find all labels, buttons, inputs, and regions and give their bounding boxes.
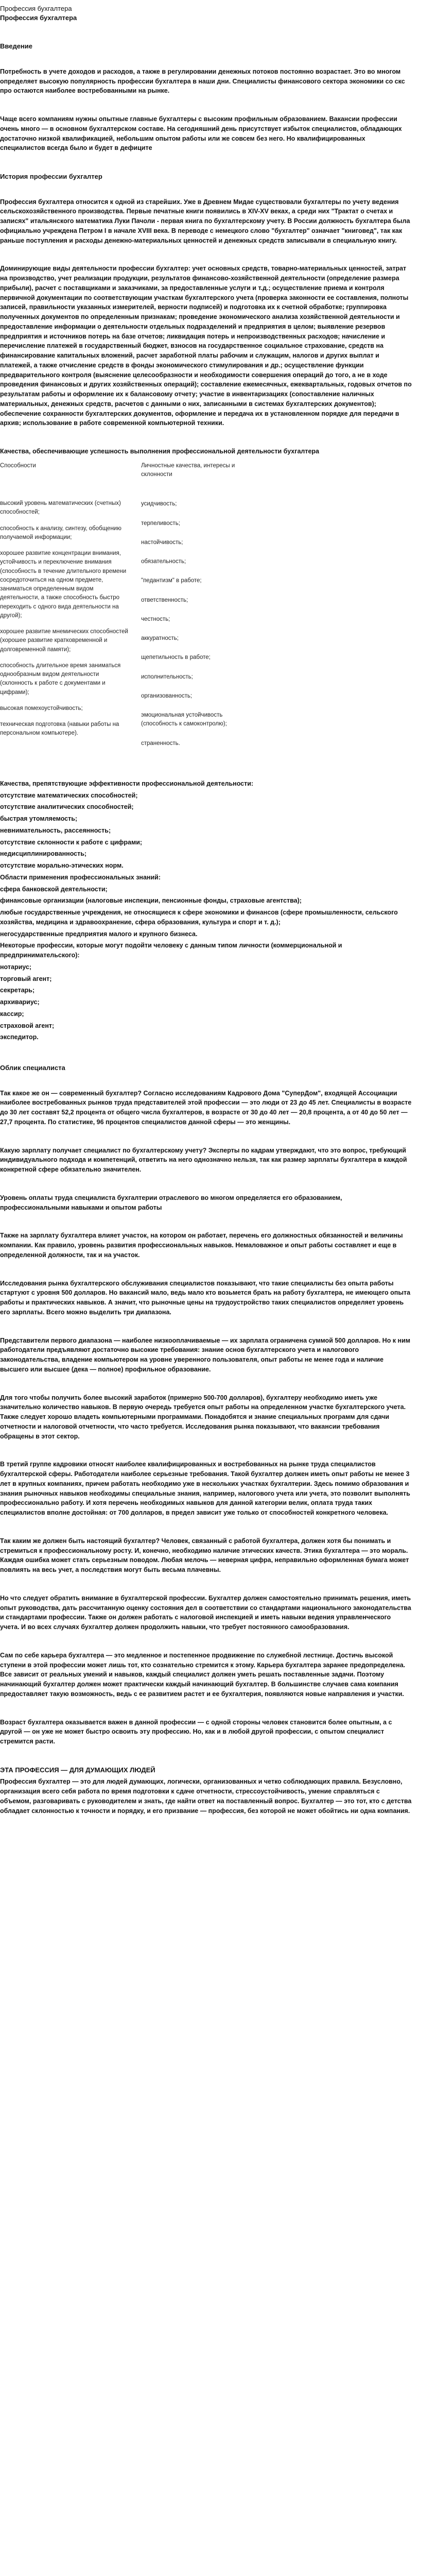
obstacle-item: кассир; xyxy=(0,1010,24,1018)
image-paragraph: Также на зарплату бухгалтера влияет участок, на котором он работает, перечень его должностных обязанностей и величины компании. Как правило, уровень развития профессиональных навыков. Немаловажное и опыт работы составляет и еще в определенной должности, так и на участок. xyxy=(0,1232,403,1259)
quality-item: "педантизм" в работе; xyxy=(141,578,202,584)
image-paragraph: В третий группе кадровики относят наиболее квалифицированных и востребованных на рынке труда специалистов бухгалтерской сферы. Работодатели наиболее серьезные требования. Такой бухгалтер должен иметь опыт работы не менее 3 лет в крупных компаниях, причем работать необходимо уже в нескольких участках бухгалтерии. Здесь помимо образования и знания рыночных навыков необходимы специальные знания, например, налогового учета или учета, это позволит выполнять профессионально работу. И хотя перечень необходимых навыков для данной категории велик, оплата труда таких специалистов вполне достойная: от 700 долларов, в предел зависит уже только от способностей конкретного человека. xyxy=(0,1461,410,1517)
ability-item: техническая подготовка (навыки работы на персональном компьютере). xyxy=(0,721,119,737)
image-heading: Облик специалиста xyxy=(0,1064,65,1072)
abilities-title: Способности xyxy=(0,462,36,469)
image-paragraph: Какую зарплату получает специалист по бухгалтерскому учету? Эксперты по кадрам утверждают, что это вопрос, требующий индивидуального подхода и компетенций, ответить на него однозначно нельзя, так как размер зарплаты бухгалтера в каждой конкретной сфере обязательно значителен. xyxy=(0,1146,407,1174)
quality-item: страненность. xyxy=(141,740,180,747)
history-heading: История профессии бухгалтер xyxy=(0,173,102,181)
image-paragraph: Так какое же он — современный бухгалтер? Согласно исследованиям Кадрового Дома "СуперДом", входящей Ассоциации наиболее востребованных рынков труда представителей этой профессии — это люди от 23 до 45 лет. Специалисты в возрасте до 30 лет составят 52,2 процента от общего числа бухгалтеров, в возрасте от 30 до 40 лет — 20,8 процента, а от 40 до 50 лет — 27,7 процента. По статистике, 96 процентов специалистов данной сферы — это женщины. xyxy=(0,1089,412,1126)
obstacle-item: отсутствие склонности к работе с цифрами; xyxy=(0,838,143,846)
obstacle-item: Некоторые профессии, которые могут подойти человеку с данным типом личности (коммерциональной и предпринимательского): xyxy=(0,942,342,959)
page-title: Профессия бухгалтера xyxy=(0,5,72,12)
quality-item: честность; xyxy=(141,616,170,622)
ability-item: хорошее развитие концентрации внимания, устойчивость и переключение внимания (способность в течение длительного времени сосредоточиться на одном предмете, заниматься определенным видом деятельности, а также способность быстро переходить с одного вида деятельности на другой); xyxy=(0,550,127,619)
intro-paragraph: Потребность в учете доходов и расходов, а также в регулировании денежных потоков постоянно возрастает. Это во многом определяет высокую популярность профессии бухгалтера в наши дни. Специалисты финансового сектора экономики со скс про остаются наиболее востребованными на рынке. xyxy=(0,67,405,95)
obstacle-item: экспедитор. xyxy=(0,1033,39,1041)
obstacle-item: любые государственные учреждения, не относящиеся к сфере экономики и финансов (сфере промышленности, сельского хозяйства, медицина и здравоохранение, сфера образования, культура и спорт и т. д.); xyxy=(0,909,398,926)
quality-item: усидчивость; xyxy=(141,501,177,507)
ability-item: способность к анализу, синтезу, обобщению получаемой информации; xyxy=(0,525,121,540)
obstacle-item: секретарь; xyxy=(0,987,35,994)
image-paragraph: Возраст бухгалтера оказывается важен в данной профессии — с одной стороны человек становится более опытным, а с другой — он уже не может быстро освоить эту профессию. Но, как и в любой другой профессии, с опытом специалист стремится расти. xyxy=(0,1718,392,1745)
obstacle-item: нотариус; xyxy=(0,963,32,971)
quality-item: ответственность; xyxy=(141,597,188,603)
closing-heading: ЭТА ПРОФЕССИЯ — ДЛЯ ДУМАЮЩИХ ЛЮДЕЙ xyxy=(0,1766,155,1774)
image-paragraph: Исследования рынка бухгалтерского обслуживания специалистов показывают, что такие специалисты без опыта работы стартуют с уровня 500 долларов. Но вакансий мало, ведь мало кто возьмется брать на работу бухгалтера, не имеющего опыта работы и практических навыков. А значит, что рыночные цены на трудоустройство таких специалистов определяет уровень его зарплаты. Всего можно выделить три диапазона. xyxy=(0,1279,411,1316)
qualities-intro: Качества, обеспечивающие успешность выполнения профессиональной деятельности бухгалтера xyxy=(0,448,320,455)
image-paragraph: Уровень оплаты труда специалиста бухгалтерии отраслевого во многом определяется его образованием, профессиональными навыками и опытом работы xyxy=(0,1194,342,1211)
abilities-table xyxy=(0,462,412,758)
personal-qualities-column xyxy=(141,462,259,758)
obstacle-item: финансовые организации (налоговые инспекции, пенсионные фонды, страховые агентства); xyxy=(0,897,302,905)
image-paragraph: Но что следует обратить внимание в бухгалтерской профессии. Бухгалтер должен самостоятельно принимать решения, иметь опыт руководства, дать рассчитанную оценку состояния дел в соответствии со стандартами национального законодательства и стандартами профессии. Также он должен работать с налоговой инспекцией и иметь навыки ведения управленческого учета. И во всех случаях бухгалтер должен продолжить навыки, что требует постоянного самообразования. xyxy=(0,1594,411,1631)
obstacle-item: отсутствие морально-этических норм. xyxy=(0,862,124,870)
closing-paragraph: Профессия бухгалтер — это для людей думающих, логически, организованных и четко соблюдающих правила. Безусловно, организация всего себя работа по время подготовки к сдаче отчетности, стрессоустойчивость, умение справляться с объемом, разговаривать с руководителем и знать, где найти ответ на поставленный вопрос. Бухгалтер — это тот, кто с детства обладает склонностью к точности и порядку, и его призвание — профессия, без которой не может обойтись ни одна компания. xyxy=(0,1778,412,1815)
obstacle-item: отсутствие математических способностей; xyxy=(0,791,138,799)
ability-item: хорошее развитие мнемических способностей (хорошее развитие кратковременной и долговременной памяти); xyxy=(0,629,128,653)
quality-item: эмоциональная устойчивость (способность к самоконтролю); xyxy=(141,712,227,727)
quality-item: терпеливость; xyxy=(141,520,180,527)
image-paragraph: Представители первого диапазона — наиболее низкооплачиваемые — их зарплата ограничена суммой 500 долларов. Но к ним работодатели предъявляют достаточно высокие требования: знание основ бухгалтерского учета и налогового законодательства, владение компьютером на уровне уверенного пользователя, опыт работы не менее года и наличие высшего или высшее (дека — полное) профильное образование. xyxy=(0,1336,411,1373)
image-paragraph: Сам по себе карьера бухгалтера — это медленное и постепенное продвижение по служебной лестнице. Достичь высокой ступени в этой профессии может лишь тот, кто сознательно стремится к этому. Карьера бухгалтера заранее предопределена. Все зависит от реальных умений и навыков, каждый специалист должен уметь решать поставленные задачи. Поэтому начинающий бухгалтер должен может практически каждый начинающий бухгалтер. В большинстве случаев сама компания предоставляет такую возможность, ведь с ее развитием растет и ее бухгалтерия, появляются новые направления и участки. xyxy=(0,1651,406,1698)
quality-item: обязательность; xyxy=(141,558,186,565)
obstacle-item: Области применения профессиональных знаний: xyxy=(0,873,161,881)
obstacle-item: невнимательность, рассеянность; xyxy=(0,826,111,834)
ability-item: высокая помехоустойчивость; xyxy=(0,705,83,711)
obstacle-item: страховой агент; xyxy=(0,1022,55,1029)
obstacles-section xyxy=(0,779,412,1042)
obstacle-item: сфера банковской деятельности; xyxy=(0,885,108,893)
quality-item: исполнительность; xyxy=(141,673,193,680)
page-subtitle: Профессия бухгалтера xyxy=(0,14,77,22)
ability-item: способность длительное время заниматься однообразным видом деятельности (склонность к работе с документами и цифрами); xyxy=(0,662,121,696)
image-paragraph: Для того чтобы получить более высокий заработок (примерно 500-700 долларов), бухгалтеру необходимо иметь уже значительно количество навыков. В первую очередь требуется опыт работы на определенном участке бухгалтерского учета. Также следует хорошо владеть компьютерными программами. Понадобятся и знание специальных программ для сдачи отчетности и налоговой отчетности, что часто требуется. Исследования рынка показывают, что вакансии требования обращены в этот сектор. xyxy=(0,1394,406,1440)
intro-paragraph: Чаще всего компаниям нужны опытные главные бухгалтеры с высоким профильным образованием. Вакансии профессии очень много — в основном бухгалтерском составе. На сегодняшний день присутствует избыток специалистов, обладающих достаточно низкой квалификацией, небольшим опытом работы или же совсем без него. Но квалифицированных специалистов всегда было и будет в дефиците xyxy=(0,115,402,152)
abilities-column xyxy=(0,462,129,758)
quality-item: настойчивость; xyxy=(141,539,183,546)
personal-qualities-title: Личностные качества, интересы и склонности xyxy=(141,462,235,478)
obstacle-item: торговый агент; xyxy=(0,975,52,982)
history-paragraph: Профессия бухгалтера относится к одной из старейших. Уже в Древнем Мидае существовали бухгалтеры по учету ведения сельскохозяйственного производства. Первые печатные книги появились в XIV-XV веках, а среди них "Трактат о счетах и записях" итальянского математика Луки Пачоли - первая книга по бухгалтерскому учету. В России должность бухгалтера была официально учреждена Петром I в начале XVIII века. В переводе с немецкого слово "бухгалтер" означает "книговед", так как раньше поступления и расходы денежно-материальных ценностей и денежных средств записывали в специальную книгу. xyxy=(0,198,410,244)
history-paragraph: Доминирующие виды деятельности профессии бухгалтер: учет основных средств, товарно-материальных ценностей, затрат на производство, учет реализации продукции, результатов финансово-хозяйственной деятельности (определение размера прибыли), расчет с поставщиками и заказчиками, за предоставленные услуги и т.д.; осуществление приема и контроля первичной документации по соответствующим участкам бухгалтерского учета (проверка законности ее составления, полноты записей, правильности указанных измерителей, верности подписей) и подготовка их к счетной обработке; группировка полученных документов по определенным признакам; проведение экономического анализа хозяйственной деятельности и предоставление информации о деятельности отдельных подразделений и предприятия в целом; выявление резервов предприятия и источников потерь на базе отчетов; ликвидация потерь и непроизводственных расходов; начисление и перечисление платежей в государственный бюджет, взносов на государственное социальное страхование, средств на финансирование капитальных вложений, расчет заработной платы рабочим и служащим, налогов и других выплат и платежей, а также отчисление средств в фонды экономического стимулирования и др.; осуществление функции предварительного контроля (выяснение целесообразности и необходимости совершения операций до того, а не в ходе проведения финансовых и других хозяйственных операций); составление ежемесячных, ежеквартальных, годовых отчетов по результатам работы и оформление их к балансовому отчету; участие в инвентаризациях (сопоставление наличных материальных, денежных средств, расчетов с данными о них, записанными в системах бухгалтерских документов); обеспечение сохранности бухгалтерских документов, оформление и передача их в установленном порядке для передачи в архив; использование в работе современной компьютерной техники. xyxy=(0,265,412,427)
quality-item: организованность; xyxy=(141,692,193,699)
obstacle-item: быстрая утомляемость; xyxy=(0,815,78,823)
obstacle-item: недисциплинированность; xyxy=(0,850,87,858)
obstacle-item: негосударственные предприятия малого и крупного бизнеса. xyxy=(0,930,198,938)
ability-item: высокий уровень математических (счетных) способностей; xyxy=(0,500,121,516)
obstacle-item: отсутствие аналитических способностей; xyxy=(0,803,134,811)
quality-item: щепетильность в работе; xyxy=(141,654,211,661)
obstacles-title: Качества, препятствующие эффективности профессиональной деятельности: xyxy=(0,779,254,787)
obstacle-item: архивариус; xyxy=(0,998,40,1006)
intro-heading: Введение xyxy=(0,42,32,50)
image-paragraph: Так каким же должен быть настоящий бухгалтер? Человек, связанный с работой бухгалтера, должен хотя бы понимать и стремиться к профессиональному росту. И, конечно, необходимо наличие этических качеств. Этика бухгалтера — это мораль. Каждая ошибка может стать серьезным поводом. Любая мелочь — неверная цифра, неправильно оформленная бумага может повлиять на весь учет, а последствия могут быть весьма плачевны. xyxy=(0,1537,409,1574)
quality-item: аккуратность; xyxy=(141,635,179,642)
